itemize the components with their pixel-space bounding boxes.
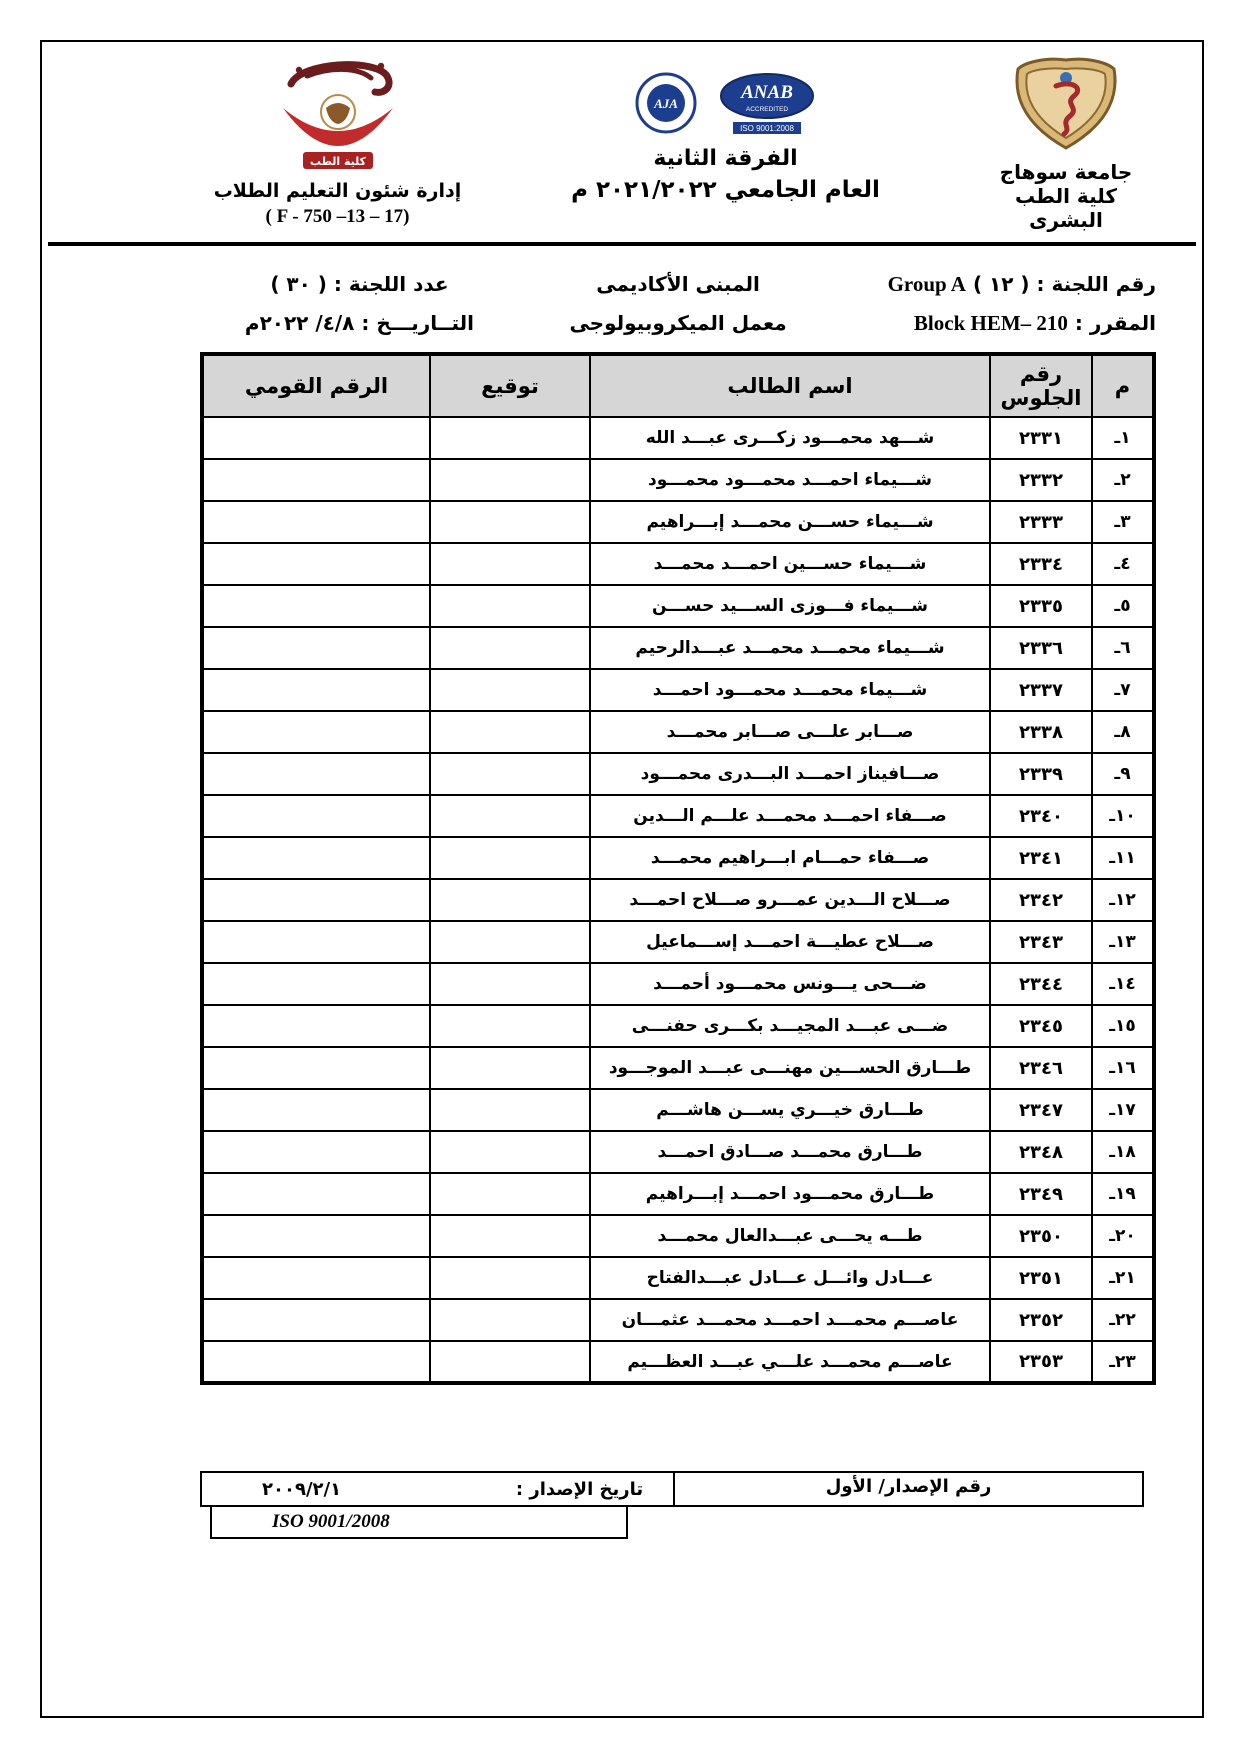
row-index: ١٧ـ	[1092, 1089, 1154, 1131]
issue-date-cell	[200, 1471, 673, 1507]
row-index: ٤ـ	[1092, 543, 1154, 585]
seat-number: ٢٣٤٧	[990, 1089, 1092, 1131]
signature-cell	[430, 921, 590, 963]
national-id-cell	[202, 1299, 430, 1341]
seat-number: ٢٣٤٩	[990, 1173, 1092, 1215]
student-name: صـــافيناز احمـــد البـــدرى محمـــود	[590, 753, 990, 795]
signature-cell	[430, 963, 590, 1005]
issue-date-value: ٢٠٠٩/٢/١	[262, 1478, 342, 1500]
footer-row-2	[200, 1507, 1144, 1539]
header-divider	[48, 242, 1196, 246]
national-id-cell	[202, 1341, 430, 1383]
table-row	[202, 837, 1154, 879]
student-name: طـــارق الحســـين مهنـــى عبـــد الموجـــود	[590, 1047, 990, 1089]
student-name: طـــارق خيـــري يســـن هاشـــم	[590, 1089, 990, 1131]
row-index: ٣ـ	[1092, 501, 1154, 543]
signature-cell	[430, 1299, 590, 1341]
row-index: ٢ـ	[1092, 459, 1154, 501]
national-id-cell	[202, 837, 430, 879]
seat-number: ٢٣٣٧	[990, 669, 1092, 711]
signature-cell	[430, 1005, 590, 1047]
issue-date-label: تاريخ الإصدار :	[515, 1478, 644, 1500]
national-id-cell	[202, 501, 430, 543]
anab-logo-icon	[717, 72, 817, 136]
student-name: طـــارق محمـــد صـــادق احمـــد	[590, 1131, 990, 1173]
footer-spacer	[628, 1507, 1144, 1539]
national-id-cell	[202, 1089, 430, 1131]
committee-count: عدد اللجنة : ( ٣٠ )	[270, 272, 449, 296]
page-border-frame	[40, 40, 1204, 1718]
student-name: شـــيماء حســـين احمـــد محمـــد	[590, 543, 990, 585]
national-id-cell	[202, 753, 430, 795]
aja-logo-icon	[635, 72, 697, 134]
student-name: صـــفاء حمـــام ابـــراهيم محمـــد	[590, 837, 990, 879]
signature-cell	[430, 711, 590, 753]
seat-number: ٢٣٤٨	[990, 1131, 1092, 1173]
row-index: ١٢ـ	[1092, 879, 1154, 921]
signature-cell	[430, 1341, 590, 1383]
row-index: ٨ـ	[1092, 711, 1154, 753]
national-id-cell	[202, 1173, 430, 1215]
row-index: ٦ـ	[1092, 627, 1154, 669]
seat-number: ٢٣٥٢	[990, 1299, 1092, 1341]
student-name: صـــابر علـــى صـــابر محمـــد	[590, 711, 990, 753]
grade-title: الفرقة الثانية	[653, 146, 798, 171]
course-info	[837, 311, 1156, 336]
svg-text:ANAB: ANAB	[740, 82, 793, 103]
national-id-cell	[202, 459, 430, 501]
national-id-cell	[202, 1047, 430, 1089]
seat-number: ٢٣٣٨	[990, 711, 1092, 753]
student-name: ضـــى عبـــد المجيـــد بكـــرى حفنـــى	[590, 1005, 990, 1047]
table-row	[202, 963, 1154, 1005]
seat-number: ٢٣٤٥	[990, 1005, 1092, 1047]
form-code: ( F - 750 –13 – 17)	[265, 206, 410, 227]
department-name: إدارة شئون التعليم الطلاب	[213, 180, 462, 202]
student-name: طـــه يحـــى عبـــدالعال محمـــد	[590, 1215, 990, 1257]
row-index: ١ـ	[1092, 417, 1154, 459]
seat-number: ٢٣٣٣	[990, 501, 1092, 543]
seat-number: ٢٣٥٣	[990, 1341, 1092, 1383]
academic-year: العام الجامعي ٢٠٢١/٢٠٢٢ م	[571, 177, 880, 203]
row-index: ٩ـ	[1092, 753, 1154, 795]
issue-number-cell: رقم الإصدار/ الأول	[673, 1471, 1144, 1507]
signature-cell	[430, 585, 590, 627]
national-id-cell	[202, 1215, 430, 1257]
students-table	[200, 352, 1156, 1385]
university-block	[976, 56, 1156, 232]
svg-text:ISO 9001:2008: ISO 9001:2008	[739, 124, 794, 133]
row-index: ١٠ـ	[1092, 795, 1154, 837]
table-row	[202, 459, 1154, 501]
student-name: ضـــحى يـــونس محمـــود أحمـــد	[590, 963, 990, 1005]
title-block	[526, 56, 926, 232]
seat-number: ٢٣٤٠	[990, 795, 1092, 837]
document-header	[200, 42, 1156, 232]
header-student-name: اسم الطالب	[590, 354, 990, 417]
signature-cell	[430, 1257, 590, 1299]
signature-cell	[430, 627, 590, 669]
row-index: ١٤ـ	[1092, 963, 1154, 1005]
student-name: شـــيماء فـــوزى الســـيد حســـن	[590, 585, 990, 627]
row-index: ٧ـ	[1092, 669, 1154, 711]
seat-number: ٢٣٣٩	[990, 753, 1092, 795]
student-name: صـــفاء احمـــد محمـــد علـــم الـــدين	[590, 795, 990, 837]
svg-text:ACCREDITED: ACCREDITED	[745, 106, 788, 113]
student-name: عاصـــم محمـــد احمـــد محمـــد عثمـــان	[590, 1299, 990, 1341]
table-row	[202, 1341, 1154, 1383]
table-row	[202, 627, 1154, 669]
student-name: شـــيماء احمـــد محمـــود محمـــود	[590, 459, 990, 501]
table-row	[202, 1215, 1154, 1257]
table-row	[202, 1005, 1154, 1047]
course-code: Block HEM– 210	[913, 311, 1068, 335]
row-index: ٢٢ـ	[1092, 1299, 1154, 1341]
table-row	[202, 795, 1154, 837]
seat-number: ٢٣٥١	[990, 1257, 1092, 1299]
table-row	[202, 711, 1154, 753]
signature-cell	[430, 837, 590, 879]
signature-cell	[430, 543, 590, 585]
header-signature: توقيع	[430, 354, 590, 417]
signature-cell	[430, 1131, 590, 1173]
course-label: المقرر :	[1074, 311, 1156, 335]
seat-number: ٢٣٤٣	[990, 921, 1092, 963]
student-name: عاصـــم محمـــد علـــي عبـــد العظـــيم	[590, 1341, 990, 1383]
certification-logos	[526, 72, 926, 136]
footer	[200, 1471, 1144, 1539]
row-index: ١٩ـ	[1092, 1173, 1154, 1215]
student-name: شـــيماء حســـن محمـــد إبـــراهيم	[590, 501, 990, 543]
seat-number: ٢٣٥٠	[990, 1215, 1092, 1257]
row-index: ١٨ـ	[1092, 1131, 1154, 1173]
table-row	[202, 417, 1154, 459]
national-id-cell	[202, 543, 430, 585]
row-index: ٢٣ـ	[1092, 1341, 1154, 1383]
table-row	[202, 1131, 1154, 1173]
row-index: ١٦ـ	[1092, 1047, 1154, 1089]
building-name: المبنى الأكاديمى	[596, 272, 760, 296]
signature-cell	[430, 879, 590, 921]
signature-cell	[430, 795, 590, 837]
national-id-cell	[202, 1005, 430, 1047]
student-name: عـــادل وائـــل عـــادل عبـــدالفتاح	[590, 1257, 990, 1299]
national-id-cell	[202, 711, 430, 753]
table-row	[202, 585, 1154, 627]
svg-text:كلية الطب: كلية الطب	[309, 155, 366, 168]
table-row	[202, 669, 1154, 711]
table-row	[202, 1047, 1154, 1089]
signature-cell	[430, 753, 590, 795]
national-id-cell	[202, 1131, 430, 1173]
seat-number: ٢٣٤٤	[990, 963, 1092, 1005]
signature-cell	[430, 501, 590, 543]
student-name: شـــيماء محمـــد محمـــد عبـــدالرحيم	[590, 627, 990, 669]
national-id-cell	[202, 921, 430, 963]
group-label: Group A	[887, 272, 966, 296]
hall-name: معمل الميكروبيولوجى	[569, 311, 787, 335]
student-name: شـــيماء محمـــد محمـــود احمـــد	[590, 669, 990, 711]
student-name: صـــلاح عطيـــة احمـــد إســـماعيل	[590, 921, 990, 963]
table-row	[202, 501, 1154, 543]
footer-row-1	[200, 1471, 1144, 1507]
students-table-wrapper	[200, 352, 1156, 1385]
student-name: طـــارق محمـــود احمـــد إبـــراهيم	[590, 1173, 990, 1215]
national-id-cell	[202, 417, 430, 459]
university-name: جامعة سوهاج	[999, 160, 1133, 184]
student-name: صـــلاح الـــدين عمـــرو صـــلاح احمـــد	[590, 879, 990, 921]
seat-number: ٢٣٣٢	[990, 459, 1092, 501]
exam-date: التــاريـــخ : ٤/٨/ ٢٠٢٢م	[244, 311, 474, 335]
signature-cell	[430, 1089, 590, 1131]
signature-cell	[430, 1215, 590, 1257]
table-row	[202, 921, 1154, 963]
row-index: ١٣ـ	[1092, 921, 1154, 963]
signature-cell	[430, 417, 590, 459]
department-block	[200, 56, 475, 232]
national-id-cell	[202, 1257, 430, 1299]
signature-cell	[430, 1047, 590, 1089]
national-id-cell	[202, 669, 430, 711]
national-id-cell	[202, 627, 430, 669]
row-index: ٢٠ـ	[1092, 1215, 1154, 1257]
svg-text:AJA: AJA	[653, 96, 678, 111]
national-id-cell	[202, 879, 430, 921]
row-index: ١٥ـ	[1092, 1005, 1154, 1047]
table-row	[202, 1299, 1154, 1341]
row-index: ٢١ـ	[1092, 1257, 1154, 1299]
seat-number: ٢٣٣٦	[990, 627, 1092, 669]
national-id-cell	[202, 795, 430, 837]
table-row	[202, 753, 1154, 795]
committee-number	[837, 272, 1156, 297]
exam-info-row-1	[200, 272, 1156, 297]
seat-number: ٢٣٤٢	[990, 879, 1092, 921]
row-index: ١١ـ	[1092, 837, 1154, 879]
students-tbody	[202, 417, 1154, 1383]
table-row	[202, 1089, 1154, 1131]
table-row	[202, 879, 1154, 921]
table-header-row	[202, 354, 1154, 417]
seat-number: ٢٣٤٦	[990, 1047, 1092, 1089]
national-id-cell	[202, 963, 430, 1005]
signature-cell	[430, 1173, 590, 1215]
seat-number: ٢٣٣١	[990, 417, 1092, 459]
table-row	[202, 1257, 1154, 1299]
signature-cell	[430, 459, 590, 501]
national-id-cell	[202, 585, 430, 627]
committee-label: رقم اللجنة : ( ١٢ )	[972, 272, 1156, 296]
header-index: م	[1092, 354, 1154, 417]
exam-info-row-2	[200, 311, 1156, 336]
exam-info	[200, 272, 1156, 336]
table-row	[202, 1173, 1154, 1215]
student-name: شـــهد محمـــود زكـــرى عبـــد الله	[590, 417, 990, 459]
university-emblem-icon	[1010, 56, 1122, 152]
row-index: ٥ـ	[1092, 585, 1154, 627]
seat-number: ٢٣٣٥	[990, 585, 1092, 627]
faculty-name: كلية الطب البشرى	[1014, 184, 1118, 232]
table-row	[202, 543, 1154, 585]
header-national-id: الرقم القومي	[202, 354, 430, 417]
signature-cell	[430, 669, 590, 711]
seat-number: ٢٣٣٤	[990, 543, 1092, 585]
header-seat-number: رقم الجلوس	[990, 354, 1092, 417]
iso-certification-label: ISO 9001/2008	[210, 1507, 628, 1539]
seat-number: ٢٣٤١	[990, 837, 1092, 879]
faculty-logo-icon	[263, 56, 413, 172]
